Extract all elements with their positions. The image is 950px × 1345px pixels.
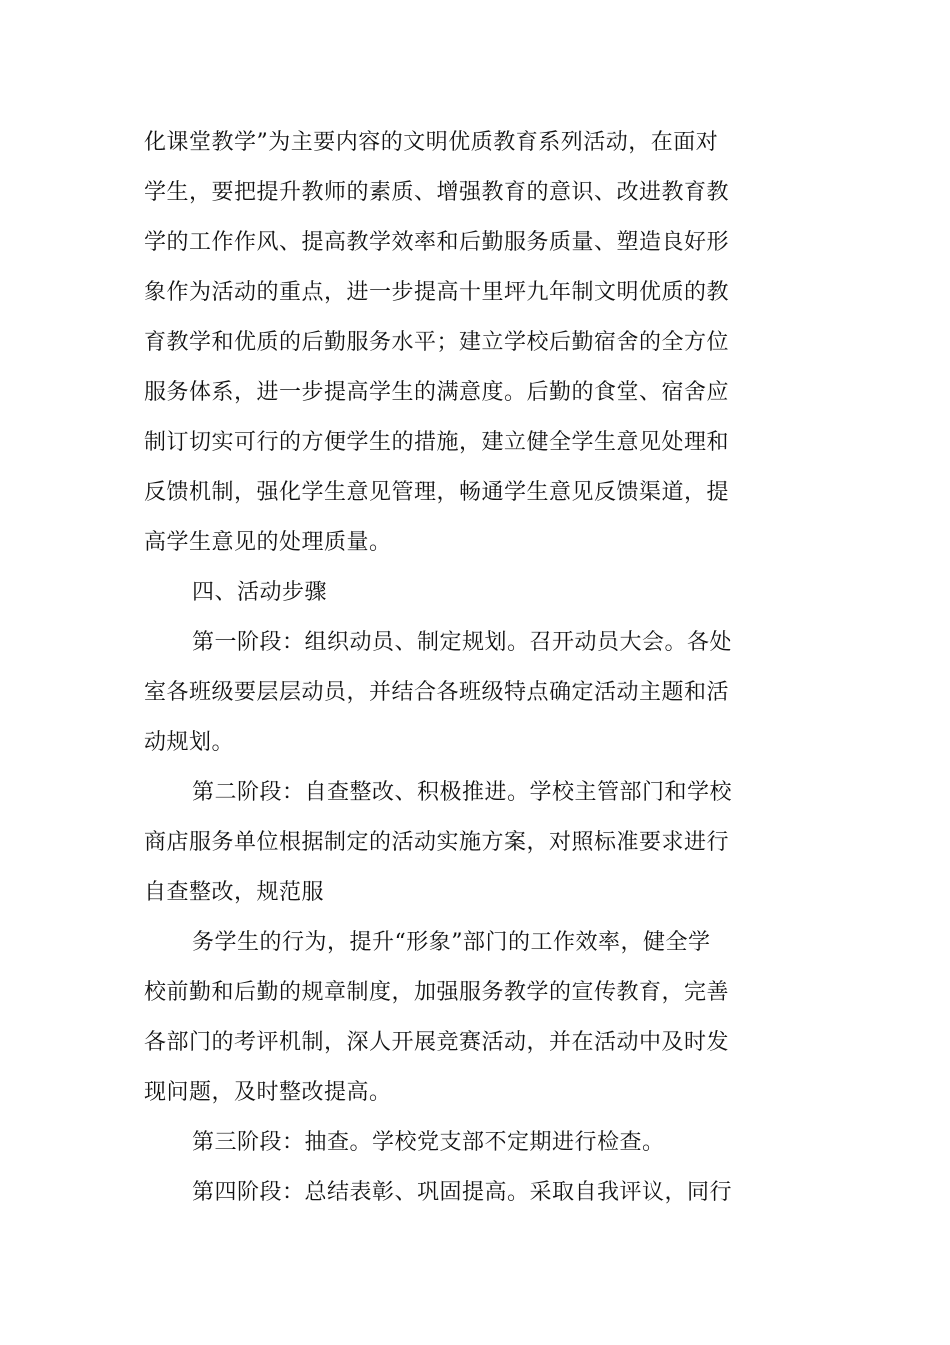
text-line: 育教学和优质的后勤服务水平；建立学校后勤宿舍的全方位 xyxy=(144,330,730,355)
paragraph-stage-two xyxy=(144,768,744,918)
text-line: 学的工作作风、提高教学效率和后勤服务质量、塑造良好形 xyxy=(144,230,730,255)
text-line: 商店服务单位根据制定的活动实施方案，对照标准要求进行 xyxy=(144,830,730,855)
heading-line: 四、活动步骤 xyxy=(192,580,328,605)
text-line: 自查整改，规范服 xyxy=(144,880,325,905)
text-line: 各部门的考评机制，深人开展竞赛活动，并在活动中及时发 xyxy=(144,1030,730,1055)
text-line: 制订切实可行的方便学生的措施，建立健全学生意见处理和 xyxy=(144,430,730,455)
text-line: 学生，要把提升教师的素质、增强教育的意识、改进教育教 xyxy=(144,180,730,205)
text-line: 动规划。 xyxy=(144,730,235,755)
paragraph-stage-three xyxy=(144,1118,744,1168)
text-line: 现问题，及时整改提高。 xyxy=(144,1080,392,1105)
section-heading-activity-steps xyxy=(144,568,744,618)
paragraph-intro-continued xyxy=(144,118,744,568)
text-line: 第三阶段：抽查。学校党支部不定期进行检查。 xyxy=(192,1130,665,1155)
text-line: 化课堂教学”为主要内容的文明优质教育系列活动，在面对 xyxy=(144,130,719,155)
text-line: 第一阶段：组织动员、制定规划。召开动员大会。各处 xyxy=(192,630,733,655)
text-line: 高学生意见的处理质量。 xyxy=(144,530,392,555)
paragraph-stage-four xyxy=(144,1168,744,1218)
paragraph-stage-two-continued xyxy=(144,918,744,1118)
paragraph-stage-one xyxy=(144,618,744,768)
text-line: 校前勤和后勤的规章制度，加强服务教学的宣传教育，完善 xyxy=(144,980,730,1005)
text-line: 服务体系，进一步提高学生的满意度。后勤的食堂、宿舍应 xyxy=(144,380,730,405)
text-line: 象作为活动的重点，进一步提高十里坪九年制文明优质的教 xyxy=(144,280,730,305)
text-line: 务学生的行为，提升“形象”部门的工作效率，健全学 xyxy=(192,930,711,955)
document-body xyxy=(144,118,744,1218)
text-line: 室各班级要层层动员，并结合各班级特点确定活动主题和活 xyxy=(144,680,730,705)
text-line: 第四阶段：总结表彰、巩固提高。采取自我评议，同行 xyxy=(192,1180,733,1205)
text-line: 第二阶段：自查整改、积极推进。学校主管部门和学校 xyxy=(192,780,733,805)
text-line: 反馈机制，强化学生意见管理，畅通学生意见反馈渠道，提 xyxy=(144,480,730,505)
